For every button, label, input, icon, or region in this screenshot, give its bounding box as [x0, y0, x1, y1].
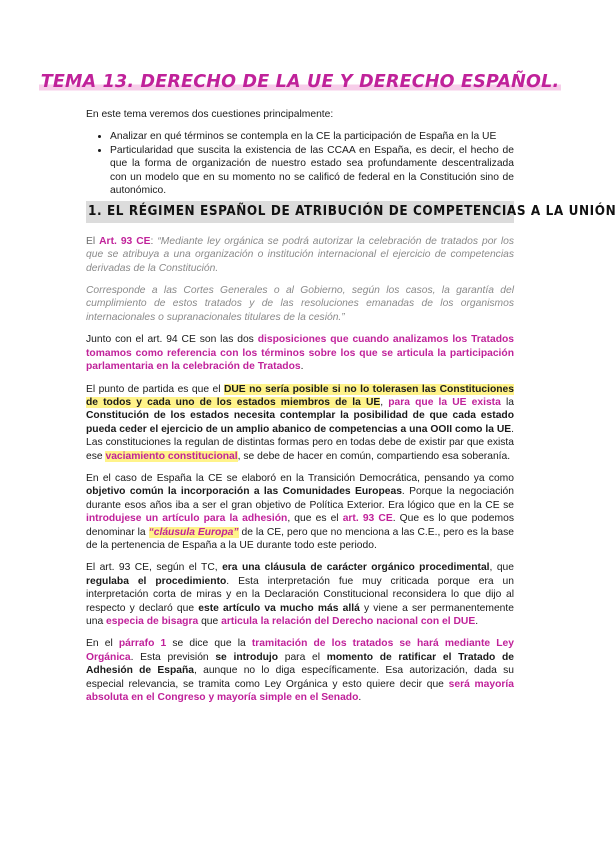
intro-paragraph: En este tema veremos dos cuestiones principalmente: — [86, 109, 334, 120]
paragraph-art94: Junto con el art. 94 CE son las dos disposiciones que cuando analizamos los Tratados tomamos como referencia con los términos sobre los que se articula la participación parlamentaria en la celebración de Tratados. — [86, 334, 514, 373]
page-title — [0, 72, 600, 92]
list-item: • Analizar en qué términos se contempla en la CE la participación de España en la UE — [110, 130, 514, 143]
paragraph-starting-point: El punto de partida es que el DUE no sería posible si no lo tolerasen las Constituciones de todos y cada uno de los estados miembros de la UE, para que la UE exista la Constitución de los estados necesita contemplar la posibilidad de que cada estado pueda ceder el ejercicio de un amplio abanico de competencias a una OOII como la UE. Las constituciones la regulan de distintas formas pero en todas debe de existir par que exista ese vaciamiento constitucional, se debe de hacer en común, compartiendo esa soberanía. — [86, 383, 514, 462]
title-text: TEMA 13. DERECHO DE LA UE Y DERECHO ESPAÑOL. — [40, 72, 560, 92]
list-item: • Particularidad que suscita la existencia de las CCAA en España, es decir, el hecho de que la forma de organización de nuestro estado sea profundamente descentralizada con un modelo que en su momento no se calificó de federal en la Constitución sino de autonómico. — [110, 144, 514, 198]
paragraph-art93: El Art. 93 CE: “Mediante ley orgánica se podrá autorizar la celebración de tratados por los que se atribuya a una organización o institución internacional el ejercicio de competencias derivadas de la Constitución. — [86, 235, 514, 274]
section-heading: 1. EL RÉGIMEN ESPAÑOL DE ATRIBUCIÓN DE COMPETENCIAS A LA UNIÓN — [86, 201, 514, 222]
paragraph-parrafo1: En el párrafo 1 se dice que la tramitación de los tratados se hará mediante Ley Orgánica. Esta previsión se introdujo para el momento de ratificar el Tratado de Adhesión de España, aunque no lo diga específicamente. Esa autorización, dada su especial relevancia, se tramita como Ley Orgánica y esto quiere decir que será mayoría absoluta en el Congreso y mayoría simple en el Senado. — [86, 638, 514, 704]
document-body — [86, 108, 616, 713]
paragraph-tc: El art. 93 CE, según el TC, era una cláusula de carácter orgánico procedimental, que regulaba el procedimiento. Esta interpretación fue muy criticada porque era un interpretación corta de miras y en la Declaración Constitucional reconsidera lo que dijo al respecto y declaró que este artículo va mucho más allá y viene a ser permanentemente una especia de bisagra que articula la relación del Derecho nacional con el DUE. — [86, 562, 515, 627]
article-ref: Art. 93 CE — [99, 235, 151, 247]
bullet-list — [86, 130, 514, 197]
paragraph-quote-cont: Corresponde a las Cortes Generales o al Gobierno, según los casos, la garantía del cumplimiento de estos tratados y de las resoluciones emanadas de los organismos internacionales o supranacionales titulares de la cesión.” — [86, 285, 514, 323]
paragraph-spain-case: En el caso de España la CE se elaboró en la Transición Democrática, pensando ya como objetivo común la incorporación a las Comunidades Europeas. Porque la negociación durante esos años iba a ser el gran objetivo de Política Exterior. Era lógico que en la CE se introdujese un artículo para la adhesión, que es el art. 93 CE. Que es lo que podemos denominar la “cláusula Europa” de la CE, pero que no menciona a las C.E., pero es la base de la pertenencia de España a la UE durante todo este periodo. — [86, 472, 514, 551]
quote-text: “Mediante ley orgánica se podrá autorizar la celebración de tratados por los que se atribuya a una organización o institución internacional el ejercicio de competencias derivadas de la Constitución. — [86, 235, 514, 274]
